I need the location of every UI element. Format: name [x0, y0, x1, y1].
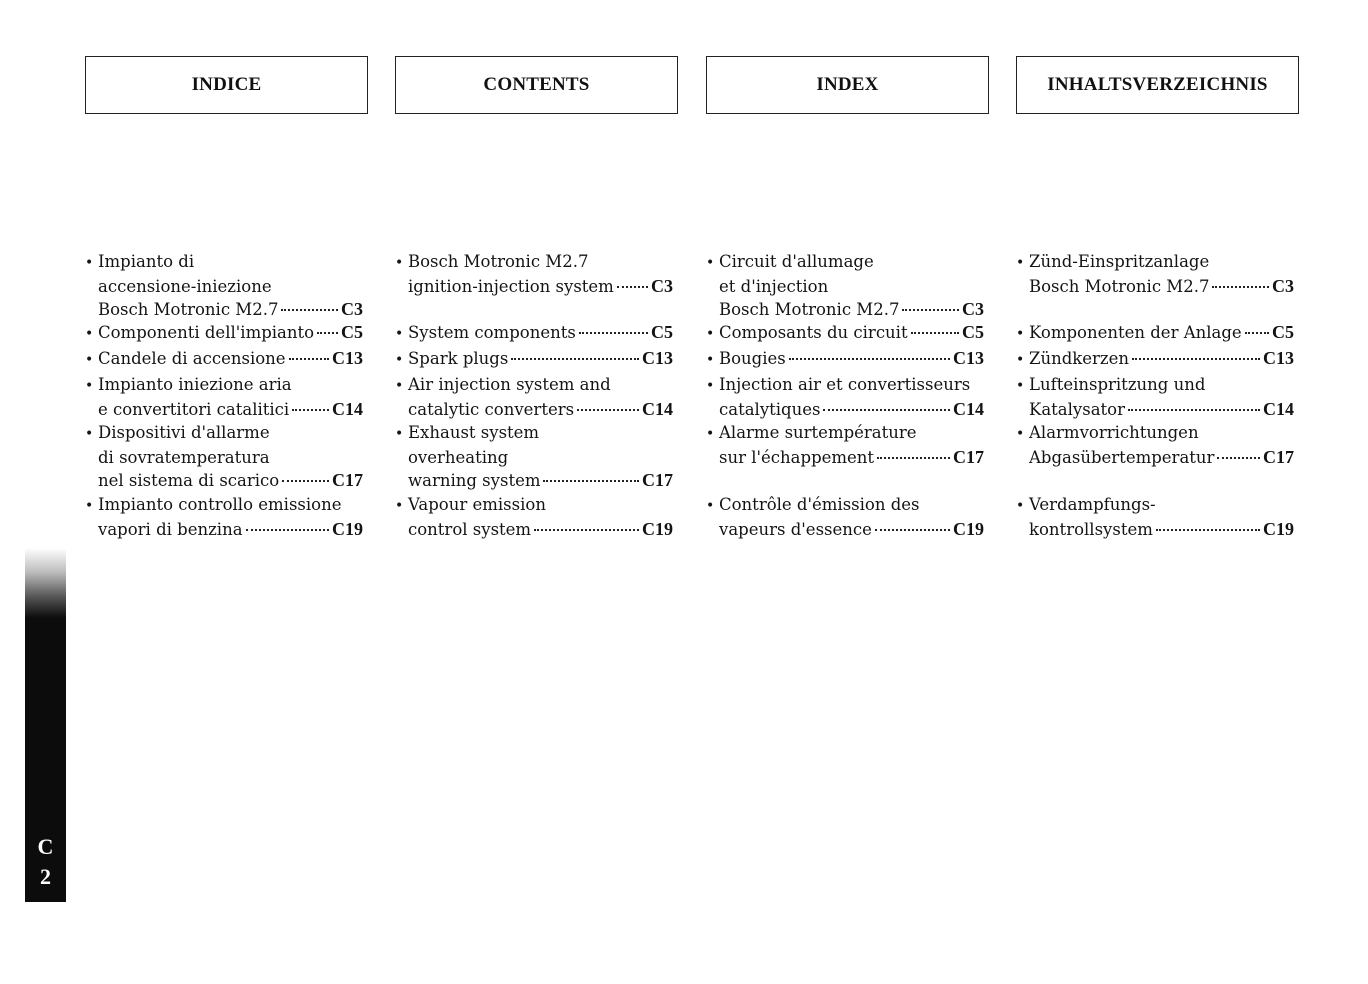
entry-text: e convertitori catalitici: [98, 400, 290, 419]
toc-entry[interactable]: [1016, 347, 1294, 372]
dot-leader: [1132, 358, 1260, 360]
entry-text: et d'injection: [719, 277, 829, 296]
entry-text: nel sistema di scarico: [98, 471, 280, 490]
toc-entry[interactable]: [706, 373, 984, 421]
entry-text: Zünd-Einspritzanlage: [1029, 252, 1210, 271]
toc-entry[interactable]: [395, 373, 673, 421]
column-index: [706, 56, 989, 539]
entry-text: di sovratemperatura: [98, 448, 270, 467]
entry-text: ignition-injection system: [408, 277, 614, 296]
entry-text: Bosch Motronic M2.7: [98, 300, 279, 319]
toc-entry[interactable]: [1016, 493, 1294, 541]
column-header-contents: CONTENTS: [395, 56, 678, 114]
bullet-icon: •: [1016, 326, 1025, 342]
entry-text: accensione-iniezione: [98, 277, 272, 296]
bullet-icon: •: [395, 255, 404, 271]
toc-entry[interactable]: [706, 321, 984, 346]
entry-text: Bougies: [719, 349, 786, 368]
dot-leader: [1245, 332, 1269, 334]
bullet-icon: •: [706, 255, 715, 271]
bullet-icon: •: [1016, 498, 1025, 514]
entry-text: Komponenten der Anlage: [1029, 323, 1242, 342]
bullet-icon: •: [85, 326, 94, 342]
entry-text: Bosch Motronic M2.7: [719, 300, 900, 319]
bullet-icon: •: [706, 498, 715, 514]
bullet-icon: •: [395, 426, 404, 442]
toc-entry[interactable]: [85, 321, 363, 346]
dot-leader: [289, 358, 329, 360]
page-ref: C3: [962, 299, 984, 319]
entry-text: overheating: [408, 448, 509, 467]
page-ref: C14: [332, 399, 363, 419]
page-ref: C3: [1272, 276, 1294, 296]
entry-text: Abgasübertemperatur: [1029, 448, 1215, 467]
entry-text: Dispositivi d'allarme: [98, 423, 270, 442]
toc-entry[interactable]: [395, 421, 673, 492]
toc-entry[interactable]: [706, 421, 984, 469]
dot-leader: [534, 529, 639, 531]
bullet-icon: •: [395, 378, 404, 394]
entry-text: Verdampfungs-: [1029, 495, 1156, 514]
dot-leader: [617, 286, 648, 288]
page-ref: C14: [642, 399, 673, 419]
dot-leader: [317, 332, 338, 334]
entry-text: catalytic converters: [408, 400, 575, 419]
dot-leader: [789, 358, 950, 360]
bullet-icon: •: [85, 426, 94, 442]
entry-text: sur l'échappement: [719, 448, 875, 467]
toc-entry[interactable]: [706, 250, 984, 321]
entry-text: Componenti dell'impianto: [98, 323, 315, 342]
entry-text: Spark plugs: [408, 349, 509, 368]
dot-leader: [282, 480, 329, 482]
entry-text: kontrollsystem: [1029, 520, 1153, 539]
toc-entry[interactable]: [85, 421, 363, 492]
toc-entry[interactable]: [395, 493, 673, 541]
entry-text: Bosch Motronic M2.7: [1029, 277, 1210, 296]
page-ref: C17: [1263, 447, 1294, 467]
page-ref: C5: [341, 322, 363, 342]
toc-list-index: [706, 114, 989, 539]
entry-text: Lufteinspritzung und: [1029, 375, 1206, 394]
bullet-icon: •: [395, 352, 404, 368]
entry-text: Alarmvorrichtungen: [1029, 423, 1199, 442]
dot-leader: [281, 309, 338, 311]
bullet-icon: •: [85, 498, 94, 514]
entry-text: Katalysator: [1029, 400, 1125, 419]
page-ref: C3: [651, 276, 673, 296]
bullet-icon: •: [1016, 378, 1025, 394]
section-tab: [25, 548, 66, 902]
column-inhaltsverzeichnis: [1016, 56, 1299, 539]
page-ref: C17: [332, 470, 363, 490]
entry-text: vapeurs d'essence: [719, 520, 872, 539]
entry-text: catalytiques: [719, 400, 821, 419]
page-ref: C5: [1272, 322, 1294, 342]
page-ref: C13: [1263, 348, 1294, 368]
column-indice: [85, 56, 368, 539]
bullet-icon: •: [395, 326, 404, 342]
dot-leader: [511, 358, 639, 360]
entry-text: Impianto iniezione aria: [98, 375, 292, 394]
toc-entry[interactable]: [1016, 373, 1294, 421]
toc-entry[interactable]: [85, 347, 363, 372]
toc-entry[interactable]: [85, 373, 363, 421]
dot-leader: [246, 529, 329, 531]
entry-text: Zündkerzen: [1029, 349, 1130, 368]
toc-list-indice: [85, 114, 368, 539]
entry-text: System components: [408, 323, 576, 342]
entry-text: Exhaust system: [408, 423, 540, 442]
dot-leader: [877, 457, 950, 459]
entry-text: Circuit d'allumage: [719, 252, 874, 271]
dot-leader: [543, 480, 639, 482]
page-ref: C14: [953, 399, 984, 419]
toc-entry[interactable]: [706, 493, 984, 541]
entry-text: Air injection system and: [408, 375, 611, 394]
entry-text: Alarme surtempérature: [719, 423, 917, 442]
page-ref: C14: [1263, 399, 1294, 419]
entry-text: Vapour emission: [408, 495, 546, 514]
dot-leader: [292, 409, 329, 411]
bullet-icon: •: [1016, 255, 1025, 271]
column-header-indice: INDICE: [85, 56, 368, 114]
toc-entry[interactable]: [1016, 421, 1294, 469]
dot-leader: [1156, 529, 1260, 531]
dot-leader: [577, 409, 639, 411]
entry-text: warning system: [408, 471, 541, 490]
toc-entry[interactable]: [395, 250, 673, 298]
page-ref: C19: [953, 519, 984, 539]
column-header-inhaltsverzeichnis: INHALTSVERZEICHNIS: [1016, 56, 1299, 114]
dot-leader: [1217, 457, 1260, 459]
bullet-icon: •: [85, 378, 94, 394]
bullet-icon: •: [706, 326, 715, 342]
toc-list-contents: [395, 114, 678, 539]
page-ref: C19: [1263, 519, 1294, 539]
bullet-icon: •: [85, 255, 94, 271]
toc-entry[interactable]: [1016, 321, 1294, 346]
toc-entry[interactable]: [1016, 250, 1294, 298]
page-ref: C13: [642, 348, 673, 368]
toc-entry[interactable]: [706, 347, 984, 372]
page-ref: C3: [341, 299, 363, 319]
toc-entry[interactable]: [85, 250, 363, 321]
dot-leader: [1212, 286, 1269, 288]
dot-leader: [875, 529, 950, 531]
page-ref: C17: [953, 447, 984, 467]
page-ref: C19: [642, 519, 673, 539]
tab-fade: [25, 548, 66, 618]
bullet-icon: •: [706, 378, 715, 394]
bullet-icon: •: [1016, 426, 1025, 442]
entry-text: Candele di accensione: [98, 349, 286, 368]
dot-leader: [823, 409, 950, 411]
bullet-icon: •: [706, 426, 715, 442]
dot-leader: [902, 309, 959, 311]
section-tab-page-number: 2: [40, 864, 51, 889]
column-header-index: INDEX: [706, 56, 989, 114]
dot-leader: [911, 332, 959, 334]
entry-text: vapori di benzina: [98, 520, 243, 539]
entry-text: Impianto controllo emissione: [98, 495, 342, 514]
toc-entry[interactable]: [85, 493, 363, 541]
section-tab-letter: C: [37, 834, 54, 859]
bullet-icon: •: [85, 352, 94, 368]
entry-text: Injection air et convertisseurs: [719, 375, 971, 394]
bullet-icon: •: [1016, 352, 1025, 368]
page-ref: C19: [332, 519, 363, 539]
entry-text: Contrôle d'émission des: [719, 495, 920, 514]
dot-leader: [579, 332, 648, 334]
entry-text: control system: [408, 520, 532, 539]
entry-text: Composants du circuit: [719, 323, 908, 342]
page-ref: C13: [332, 348, 363, 368]
page-ref: C5: [651, 322, 673, 342]
toc-entry[interactable]: [395, 321, 673, 346]
column-contents: [395, 56, 678, 539]
toc-entry[interactable]: [395, 347, 673, 372]
entry-text: Impianto di: [98, 252, 195, 271]
bullet-icon: •: [395, 498, 404, 514]
page-ref: C5: [962, 322, 984, 342]
entry-text: Bosch Motronic M2.7: [408, 252, 589, 271]
page-ref: C17: [642, 470, 673, 490]
bullet-icon: •: [706, 352, 715, 368]
page-ref: C13: [953, 348, 984, 368]
dot-leader: [1128, 409, 1260, 411]
toc-list-inhaltsverzeichnis: [1016, 114, 1299, 539]
